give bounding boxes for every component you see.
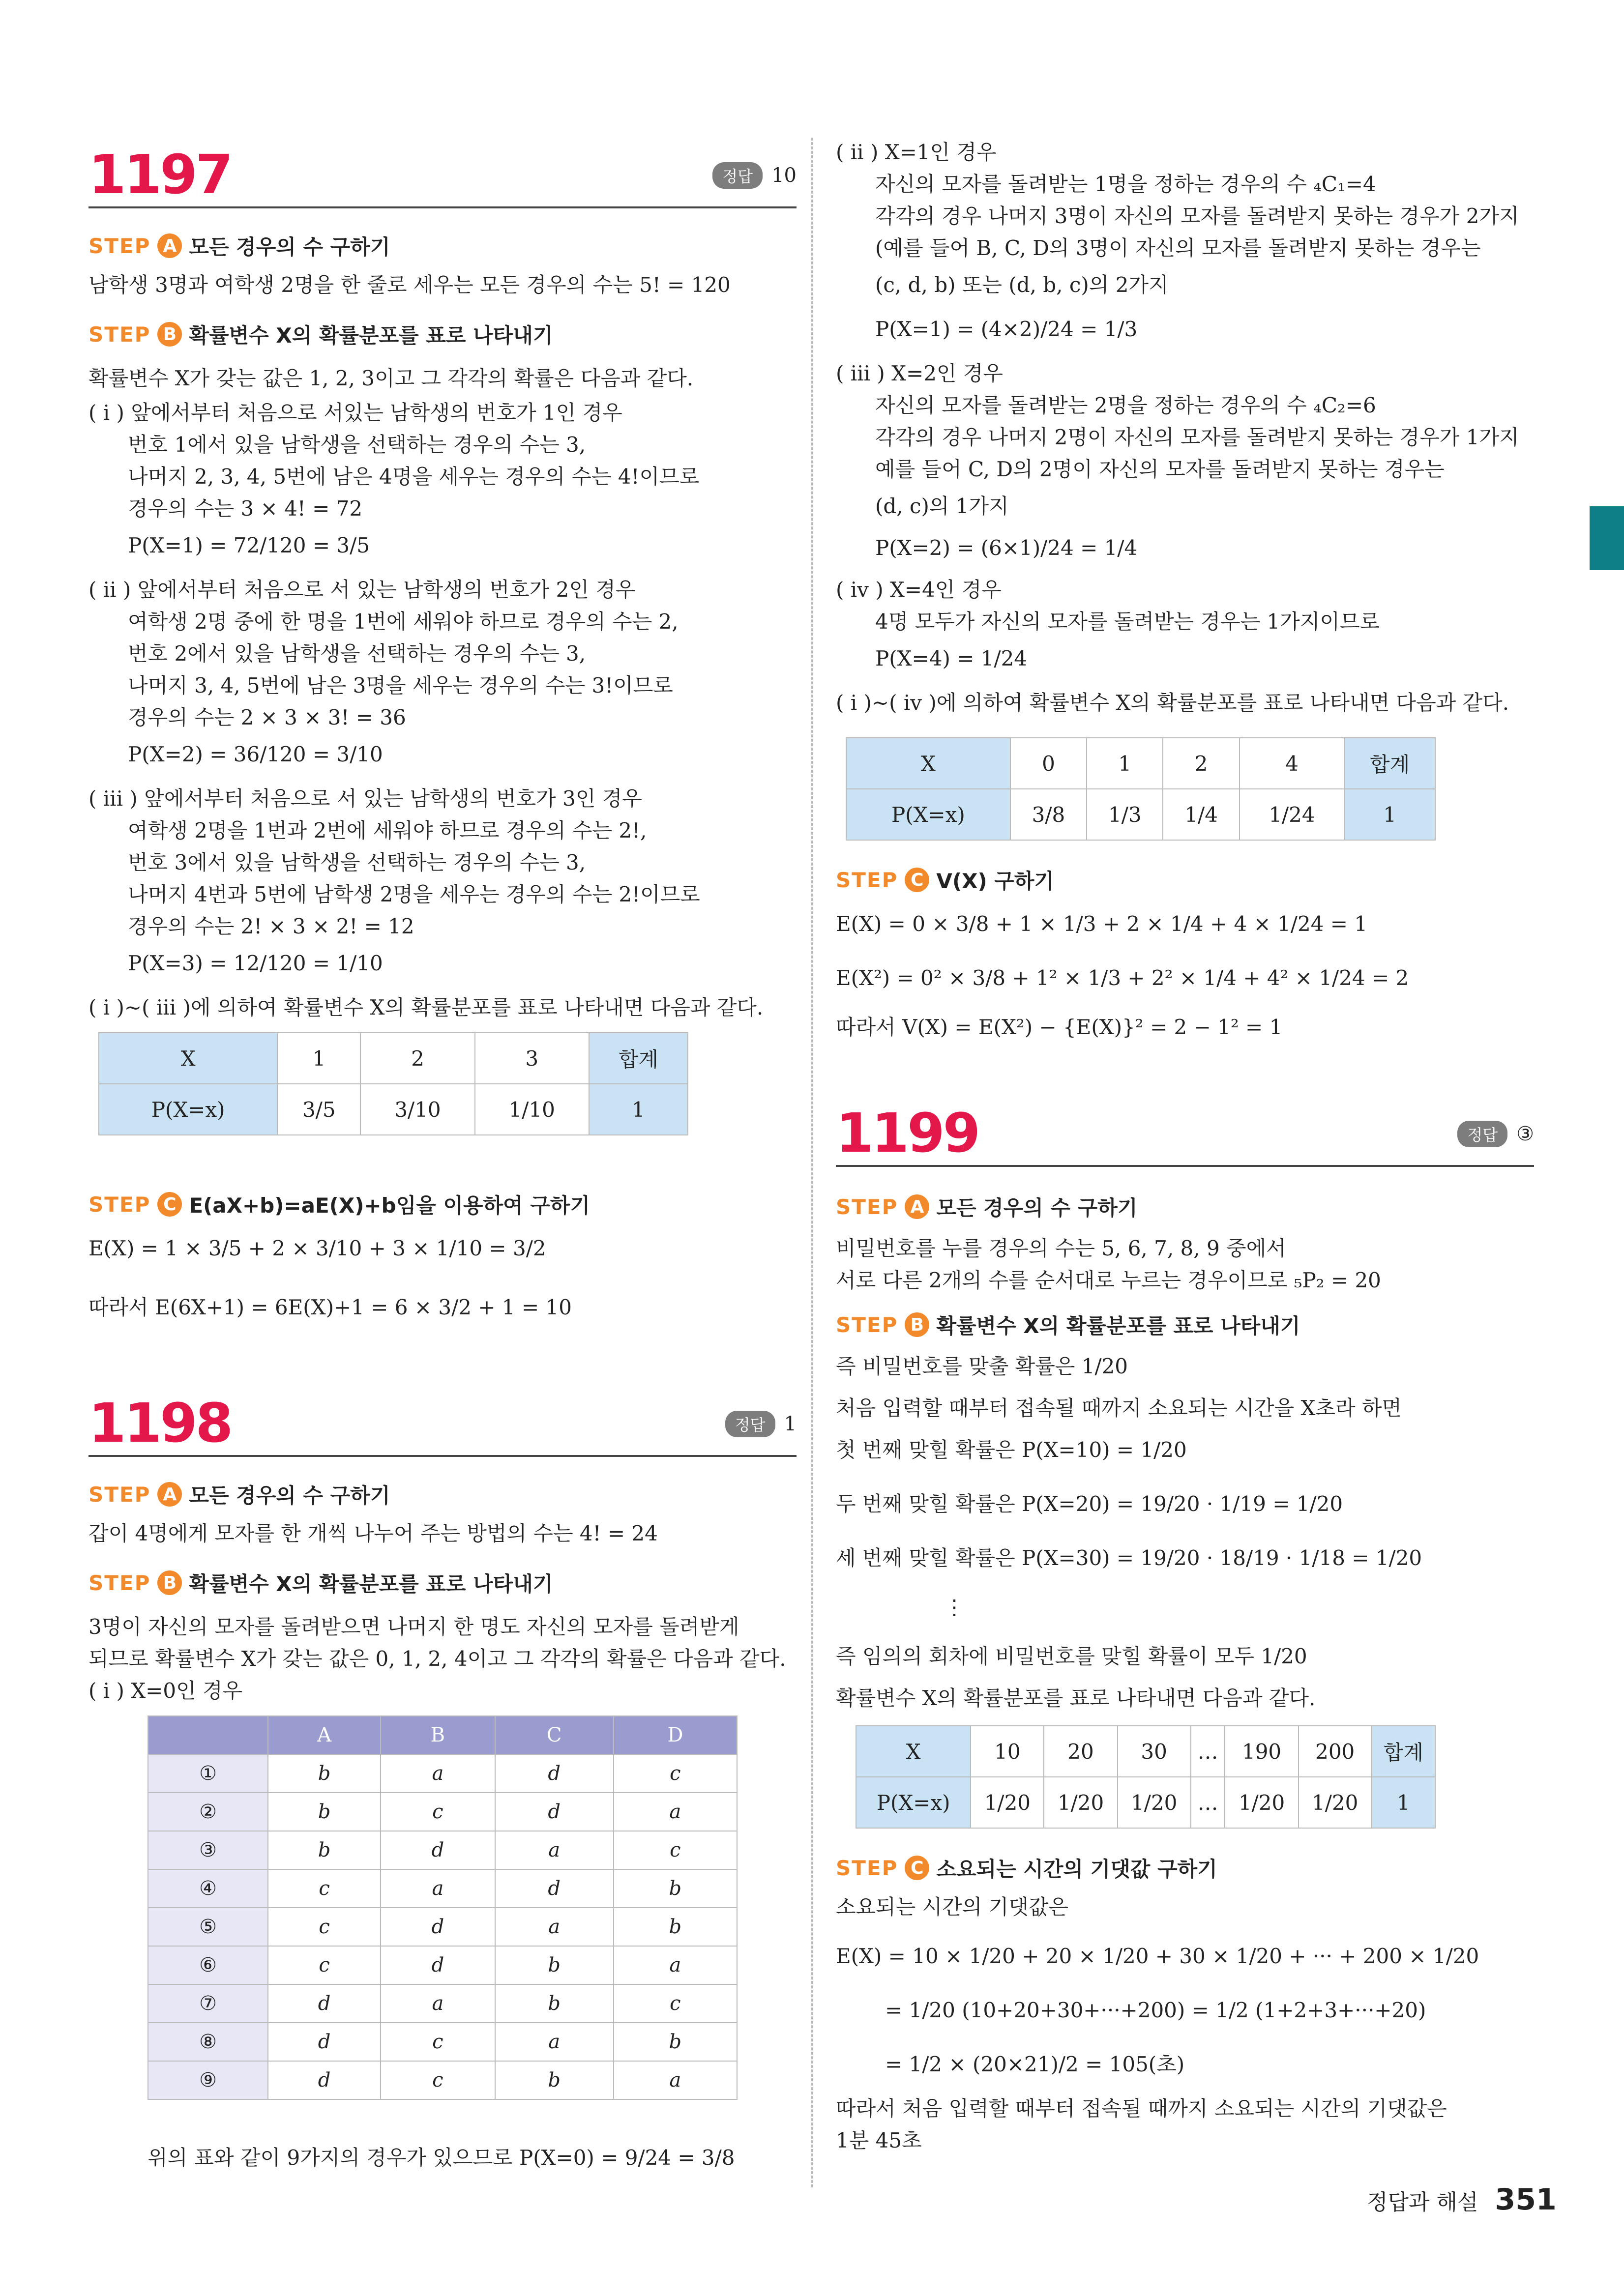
table-cell: 1 bbox=[1372, 1777, 1435, 1828]
step-title: 확률변수 X의 확률분포를 표로 나타내기 bbox=[936, 1314, 1300, 1338]
step-a bbox=[89, 1480, 390, 1509]
table-cell: 1/20 bbox=[1299, 1777, 1372, 1828]
table-cell: P(X=x) bbox=[99, 1084, 277, 1135]
text-line: 각각의 경우 나머지 2명이 자신의 모자를 돌려받지 못하는 경우가 1가지 bbox=[875, 425, 1519, 449]
step-a bbox=[89, 231, 390, 261]
text-line: P(X=2) = 36/120 = 3/10 bbox=[128, 742, 383, 766]
table-row bbox=[148, 1984, 737, 2023]
table-cell: 3/8 bbox=[1010, 789, 1087, 840]
table-cell: d bbox=[268, 2061, 381, 2099]
step-b bbox=[836, 1310, 1300, 1339]
text-line: (d, c)의 1가지 bbox=[875, 494, 1009, 518]
text-line: ( iv ) X=4인 경우 bbox=[836, 578, 1002, 602]
text-line: 확률변수 X의 확률분포를 표로 나타내면 다음과 같다. bbox=[836, 1686, 1316, 1710]
table-cell: … bbox=[1191, 1777, 1225, 1828]
text-line: 예를 들어 C, D의 2명이 자신의 모자를 돌려받지 못하는 경우는 bbox=[875, 457, 1445, 481]
text-line: ( ii ) X=1인 경우 bbox=[836, 140, 997, 164]
table-cell: 합계 bbox=[589, 1033, 688, 1084]
step-title: 모든 경우의 수 구하기 bbox=[189, 235, 390, 259]
table-cell: a bbox=[495, 1831, 614, 1869]
step-circle: C bbox=[905, 868, 929, 892]
text-line: 3명이 자신의 모자를 돌려받으면 나머지 한 명도 자신의 모자를 돌려받게 bbox=[89, 1615, 739, 1639]
table-cell: 2 bbox=[360, 1033, 474, 1084]
step-label: STEP bbox=[89, 322, 151, 347]
table-cell: 4 bbox=[1240, 738, 1344, 789]
step-circle: A bbox=[157, 233, 182, 258]
text-line: 4명 모두가 자신의 모자를 돌려받는 경우는 1가지이므로 bbox=[875, 610, 1380, 634]
text-line: 처음 입력할 때부터 접속될 때까지 소요되는 시간을 X초라 하면 bbox=[836, 1396, 1402, 1420]
text-line: 여학생 2명을 1번과 2번에 세워야 하므로 경우의 수는 2!, bbox=[128, 818, 647, 843]
text-line: P(X=4) = 1/24 bbox=[875, 646, 1028, 670]
text-line: 나머지 3, 4, 5번에 남은 3명을 세우는 경우의 수는 3!이므로 bbox=[128, 673, 673, 698]
table-cell: d bbox=[381, 1908, 495, 1946]
table-cell: 1/24 bbox=[1240, 789, 1344, 840]
text-line: (c, d, b) 또는 (d, b, c)의 2가지 bbox=[875, 273, 1169, 297]
step-title: 소요되는 시간의 기댓값 구하기 bbox=[936, 1857, 1217, 1881]
text-line: 경우의 수는 3 × 4! = 72 bbox=[128, 496, 363, 521]
table-cell: ⑨ bbox=[148, 2061, 268, 2099]
step-label: STEP bbox=[836, 868, 898, 892]
text-line: = 1/20 (10+20+30+···+200) = 1/2 (1+2+3+···+20) bbox=[885, 1998, 1426, 2022]
text-line: ( iii ) 앞에서부터 처음으로 서 있는 남학생의 번호가 3인 경우 bbox=[89, 786, 642, 811]
table-cell: P(X=x) bbox=[856, 1777, 971, 1828]
text-line: 따라서 처음 입력할 때부터 접속될 때까지 소요되는 시간의 기댓값은 bbox=[836, 2096, 1447, 2121]
table-cell: d bbox=[381, 1946, 495, 1984]
permutation-table bbox=[148, 1715, 738, 2100]
step-label: STEP bbox=[89, 233, 151, 258]
table-cell: 합계 bbox=[1372, 1726, 1435, 1777]
text-line: 1분 45초 bbox=[836, 2128, 922, 2152]
table-cell: ③ bbox=[148, 1831, 268, 1869]
text-line: 각각의 경우 나머지 3명이 자신의 모자를 돌려받지 못하는 경우가 2가지 bbox=[875, 204, 1519, 228]
text-line: 나머지 4번과 5번에 남학생 2명을 세우는 경우의 수는 2!이므로 bbox=[128, 882, 700, 906]
table-row bbox=[148, 1754, 737, 1793]
text-line: 첫 번째 맞힐 확률은 P(X=10) = 1/20 bbox=[836, 1438, 1187, 1462]
table-cell: ⑧ bbox=[148, 2023, 268, 2061]
table-cell: 190 bbox=[1225, 1726, 1298, 1777]
table-cell: b bbox=[268, 1793, 381, 1831]
step-title: 모든 경우의 수 구하기 bbox=[936, 1196, 1138, 1220]
table-cell: a bbox=[495, 1908, 614, 1946]
table-cell: a bbox=[614, 1946, 737, 1984]
table-cell: c bbox=[268, 1869, 381, 1908]
text-line: 여학생 2명 중에 한 명을 1번에 세워야 하므로 경우의 수는 2, bbox=[128, 610, 679, 634]
table-cell: d bbox=[495, 1793, 614, 1831]
step-title: E(aX+b)=aE(X)+b임을 이용하여 구하기 bbox=[189, 1193, 591, 1218]
table-row bbox=[846, 789, 1435, 840]
answer-value: 10 bbox=[771, 164, 797, 187]
table-row bbox=[148, 1946, 737, 1984]
text-line: ( i ) 앞에서부터 처음으로 서있는 남학생의 번호가 1인 경우 bbox=[89, 401, 622, 425]
page-number: 351 bbox=[1495, 2182, 1557, 2217]
answer-badge: 정답 bbox=[1457, 1121, 1507, 1147]
footer-label: 정답과 해설 bbox=[1367, 2190, 1478, 2215]
table-cell: 20 bbox=[1044, 1726, 1117, 1777]
table-cell: 3/5 bbox=[277, 1084, 360, 1135]
text-line: E(X²) = 0² × 3/8 + 1² × 1/3 + 2² × 1/4 + 4² × 1/24 = 2 bbox=[836, 966, 1409, 990]
table-cell: A bbox=[268, 1716, 381, 1754]
answer-value: ③ bbox=[1516, 1123, 1534, 1145]
step-circle: B bbox=[157, 1570, 182, 1595]
table-cell: a bbox=[381, 1869, 495, 1908]
table-cell: c bbox=[268, 1946, 381, 1984]
text-line: 따라서 V(X) = E(X²) − {E(X)}² = 2 − 1² = 1 bbox=[836, 1015, 1283, 1039]
distribution-table bbox=[98, 1032, 688, 1135]
table-cell: b bbox=[495, 1984, 614, 2023]
text-line: 나머지 2, 3, 4, 5번에 남은 4명을 세우는 경우의 수는 4!이므로 bbox=[128, 465, 700, 489]
table-cell: 1/20 bbox=[1044, 1777, 1117, 1828]
table-cell: X bbox=[99, 1033, 277, 1084]
text-line: 즉 임의의 회차에 비밀번호를 맞힐 확률이 모두 1/20 bbox=[836, 1644, 1307, 1668]
distribution-table bbox=[856, 1725, 1436, 1829]
table-cell: 2 bbox=[1163, 738, 1239, 789]
text-line: 되므로 확률변수 X가 갖는 값은 0, 1, 2, 4이고 그 각각의 확률은 다음과 같다. bbox=[89, 1647, 786, 1671]
header-rule bbox=[89, 206, 797, 208]
header-rule bbox=[89, 1455, 797, 1457]
problem-1199 bbox=[836, 1102, 1534, 2152]
table-cell: b bbox=[614, 1908, 737, 1946]
text-line: 갑이 4명에게 모자를 한 개씩 나누어 주는 방법의 수는 4! = 24 bbox=[89, 1521, 658, 1545]
table-cell: c bbox=[614, 1984, 737, 2023]
problem-1197 bbox=[89, 143, 797, 1319]
text-line: P(X=1) = (4×2)/24 = 1/3 bbox=[875, 317, 1138, 341]
problem-number: 1199 bbox=[836, 1102, 979, 1164]
text-line: 세 번째 맞힐 확률은 P(X=30) = 19/20 · 18/19 · 1/18 = 1/20 bbox=[836, 1546, 1422, 1570]
table-cell: c bbox=[268, 1908, 381, 1946]
table-cell: d bbox=[495, 1754, 614, 1793]
table-cell: 1/3 bbox=[1087, 789, 1163, 840]
table-cell: b bbox=[495, 1946, 614, 1984]
step-b bbox=[89, 1568, 553, 1598]
problem-number: 1198 bbox=[89, 1392, 232, 1454]
table-cell: 3 bbox=[475, 1033, 589, 1084]
table-cell: 합계 bbox=[1344, 738, 1435, 789]
text-line: P(X=2) = (6×1)/24 = 1/4 bbox=[875, 536, 1138, 560]
table-cell: ④ bbox=[148, 1869, 268, 1908]
table-cell: D bbox=[614, 1716, 737, 1754]
table-cell: a bbox=[381, 1984, 495, 2023]
table-cell: c bbox=[614, 1831, 737, 1869]
table-cell: ⑦ bbox=[148, 1984, 268, 2023]
step-label: STEP bbox=[89, 1192, 151, 1217]
text-line: 번호 1에서 있을 남학생을 선택하는 경우의 수는 3, bbox=[128, 433, 586, 457]
table-row bbox=[99, 1033, 688, 1084]
table-cell: b bbox=[268, 1754, 381, 1793]
table-cell: 1/4 bbox=[1163, 789, 1239, 840]
table-row bbox=[148, 2023, 737, 2061]
table-row bbox=[148, 1793, 737, 1831]
table-cell: 1/20 bbox=[971, 1777, 1044, 1828]
step-c bbox=[836, 865, 1054, 895]
table-cell: 1 bbox=[277, 1033, 360, 1084]
table-cell: P(X=x) bbox=[846, 789, 1010, 840]
step-title: V(X) 구하기 bbox=[936, 869, 1054, 893]
text-line: 확률변수 X가 갖는 값은 1, 2, 3이고 그 각각의 확률은 다음과 같다. bbox=[89, 366, 694, 390]
table-cell: c bbox=[614, 1754, 737, 1793]
text-line: 번호 2에서 있을 남학생을 선택하는 경우의 수는 3, bbox=[128, 641, 586, 666]
table-cell: a bbox=[614, 1793, 737, 1831]
answer-value: 1 bbox=[784, 1413, 797, 1435]
step-label: STEP bbox=[89, 1570, 151, 1595]
table-row bbox=[856, 1726, 1435, 1777]
text-line: ( ii ) 앞에서부터 처음으로 서 있는 남학생의 번호가 2인 경우 bbox=[89, 578, 636, 602]
table-cell: c bbox=[381, 2023, 495, 2061]
text-line: 서로 다른 2개의 수를 순서대로 누르는 경우이므로 ₅P₂ = 20 bbox=[836, 1268, 1381, 1292]
page-footer bbox=[1367, 2182, 1557, 2217]
text-line: P(X=3) = 12/120 = 1/10 bbox=[128, 951, 383, 975]
step-label: STEP bbox=[89, 1482, 151, 1507]
text-line: 번호 3에서 있을 남학생을 선택하는 경우의 수는 3, bbox=[128, 850, 586, 874]
text-line: 위의 표와 같이 9가지의 경우가 있으므로 P(X=0) = 9/24 = 3/8 bbox=[148, 2146, 735, 2170]
text-line: ⋮ bbox=[944, 1595, 965, 1619]
table-cell: X bbox=[856, 1726, 971, 1777]
table-cell: a bbox=[381, 1754, 495, 1793]
table-cell: 30 bbox=[1118, 1726, 1191, 1777]
distribution-table bbox=[846, 737, 1436, 841]
table-row bbox=[148, 1869, 737, 1908]
text-line: ( i ) X=0인 경우 bbox=[89, 1679, 243, 1703]
answer-box bbox=[712, 162, 797, 189]
text-line: (예를 들어 B, C, D의 3명이 자신의 모자를 돌려받지 못하는 경우는 bbox=[875, 236, 1481, 260]
text-line: P(X=1) = 72/120 = 3/5 bbox=[128, 533, 370, 557]
text-line: E(X) = 10 × 1/20 + 20 × 1/20 + 30 × 1/20 + ··· + 200 × 1/20 bbox=[836, 1944, 1479, 1968]
table-cell: ① bbox=[148, 1754, 268, 1793]
table-cell: d bbox=[495, 1869, 614, 1908]
table-cell: d bbox=[268, 2023, 381, 2061]
text-line: E(X) = 1 × 3/5 + 2 × 3/10 + 3 × 1/10 = 3/2 bbox=[89, 1236, 546, 1260]
table-cell: ⑥ bbox=[148, 1946, 268, 1984]
text-line: 두 번째 맞힐 확률은 P(X=20) = 19/20 · 1/19 = 1/20 bbox=[836, 1492, 1343, 1516]
text-line: 즉 비밀번호를 맞출 확률은 1/20 bbox=[836, 1354, 1128, 1378]
answer-box bbox=[725, 1411, 797, 1437]
table-cell: d bbox=[381, 1831, 495, 1869]
step-title: 확률변수 X의 확률분포를 표로 나타내기 bbox=[189, 1572, 553, 1596]
table-cell: 1 bbox=[1344, 789, 1435, 840]
table-row bbox=[148, 1716, 737, 1754]
table-cell: 1/20 bbox=[1118, 1777, 1191, 1828]
table-cell bbox=[148, 1716, 268, 1754]
table-cell: b bbox=[614, 1869, 737, 1908]
step-c bbox=[836, 1853, 1217, 1883]
table-cell: b bbox=[268, 1831, 381, 1869]
table-cell: c bbox=[381, 2061, 495, 2099]
table-cell: d bbox=[268, 1984, 381, 2023]
text-line: ( i )~( iv )에 의하여 확률변수 X의 확률분포를 표로 나타내면 다음과 같다. bbox=[836, 691, 1509, 715]
table-cell: 1 bbox=[1087, 738, 1163, 789]
step-circle: C bbox=[905, 1856, 929, 1880]
table-row bbox=[856, 1777, 1435, 1828]
text-line: 자신의 모자를 돌려받는 2명을 정하는 경우의 수 ₄C₂=6 bbox=[875, 393, 1376, 417]
table-cell: 3/10 bbox=[360, 1084, 474, 1135]
step-circle: A bbox=[157, 1482, 182, 1507]
table-cell: 10 bbox=[971, 1726, 1044, 1777]
step-circle: B bbox=[905, 1312, 929, 1337]
text-line: 소요되는 시간의 기댓값은 bbox=[836, 1895, 1068, 1919]
text-line: E(X) = 0 × 3/8 + 1 × 1/3 + 2 × 1/4 + 4 × 1/24 = 1 bbox=[836, 912, 1368, 936]
header-rule bbox=[836, 1165, 1534, 1167]
table-cell: 0 bbox=[1010, 738, 1087, 789]
step-circle: C bbox=[157, 1192, 182, 1217]
table-row bbox=[148, 1831, 737, 1869]
step-title: 확률변수 X의 확률분포를 표로 나타내기 bbox=[189, 323, 553, 348]
table-row bbox=[99, 1084, 688, 1135]
column-divider bbox=[811, 138, 813, 2187]
text-line: 남학생 3명과 여학생 2명을 한 줄로 세우는 모든 경우의 수는 5! = 120 bbox=[89, 273, 731, 297]
table-cell: ⑤ bbox=[148, 1908, 268, 1946]
table-row bbox=[148, 2061, 737, 2099]
table-cell: 1/20 bbox=[1225, 1777, 1298, 1828]
text-line: 경우의 수는 2 × 3 × 3! = 36 bbox=[128, 705, 406, 729]
problem-1198 bbox=[89, 1392, 797, 2170]
answer-badge: 정답 bbox=[725, 1411, 775, 1437]
text-line: 경우의 수는 2! × 3 × 2! = 12 bbox=[128, 914, 414, 938]
table-cell: 200 bbox=[1299, 1726, 1372, 1777]
step-b bbox=[89, 320, 553, 349]
table-cell: … bbox=[1191, 1726, 1225, 1777]
step-c bbox=[89, 1190, 590, 1219]
answer-box bbox=[1457, 1121, 1534, 1147]
table-cell: c bbox=[381, 1793, 495, 1831]
text-line: ( i )~( iii )에 의하여 확률변수 X의 확률분포를 표로 나타내면 다음과 같다. bbox=[89, 995, 764, 1019]
table-cell: a bbox=[614, 2061, 737, 2099]
table-cell: B bbox=[381, 1716, 495, 1754]
text-line: 비밀번호를 누를 경우의 수는 5, 6, 7, 8, 9 중에서 bbox=[836, 1236, 1286, 1260]
step-a bbox=[836, 1192, 1137, 1221]
table-cell: ② bbox=[148, 1793, 268, 1831]
answer-badge: 정답 bbox=[712, 162, 763, 189]
step-label: STEP bbox=[836, 1856, 898, 1880]
table-cell: C bbox=[495, 1716, 614, 1754]
text-line: 자신의 모자를 돌려받는 1명을 정하는 경우의 수 ₄C₁=4 bbox=[875, 172, 1376, 196]
table-row bbox=[846, 738, 1435, 789]
step-circle: B bbox=[157, 322, 182, 347]
step-circle: A bbox=[905, 1194, 929, 1219]
step-title: 모든 경우의 수 구하기 bbox=[189, 1483, 390, 1508]
text-line: ( iii ) X=2인 경우 bbox=[836, 361, 1004, 385]
text-line: 따라서 E(6X+1) = 6E(X)+1 = 6 × 3/2 + 1 = 10 bbox=[89, 1295, 572, 1319]
table-cell: X bbox=[846, 738, 1010, 789]
table-cell: 1 bbox=[589, 1084, 688, 1135]
table-cell: b bbox=[614, 2023, 737, 2061]
step-label: STEP bbox=[836, 1312, 898, 1337]
table-row bbox=[148, 1908, 737, 1946]
table-cell: a bbox=[495, 2023, 614, 2061]
table-cell: b bbox=[495, 2061, 614, 2099]
table-cell: 1/10 bbox=[475, 1084, 589, 1135]
step-label: STEP bbox=[836, 1194, 898, 1219]
text-line: = 1/2 × (20×21)/2 = 105(초) bbox=[885, 2052, 1185, 2076]
problem-number: 1197 bbox=[89, 143, 232, 206]
side-tab bbox=[1590, 506, 1624, 570]
